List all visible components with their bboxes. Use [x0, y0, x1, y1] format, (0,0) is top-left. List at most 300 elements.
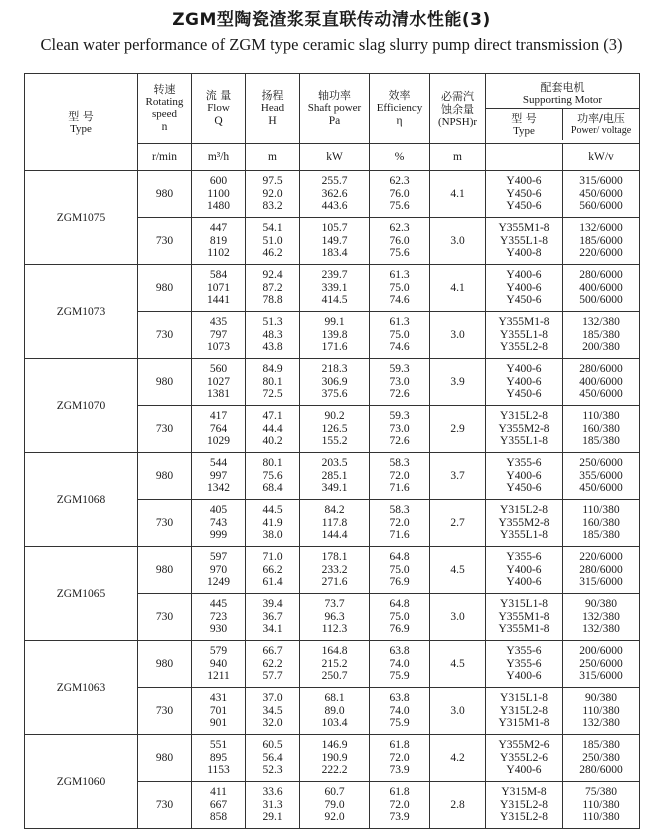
shaft-power-values-cell: [300, 594, 370, 641]
flow-values-cell: [192, 218, 246, 265]
efficiency-values: 75.0: [389, 281, 410, 294]
npsh-cell: 3.7: [430, 453, 486, 500]
motor-type-values: Y355M2-6: [498, 739, 550, 752]
motor-power-voltage-values: 355/6000: [579, 469, 623, 482]
flow-values: 600: [209, 175, 228, 188]
flow-values: 1249: [207, 576, 230, 589]
shaft-power-values: 155.2: [321, 435, 348, 448]
head-values-cell: [246, 406, 300, 453]
flow-values: 551: [209, 739, 228, 752]
motor-type-values: Y355M2-8: [498, 516, 550, 529]
header-head: 扬程 Head H: [246, 74, 300, 144]
efficiency-values: 76.0: [389, 234, 410, 247]
head-values: 84.9: [262, 363, 283, 376]
motor-type-values: Y355-6: [506, 645, 542, 658]
head-values-cell: [246, 312, 300, 359]
motor-power-voltage-values: 450/6000: [579, 388, 623, 401]
model-name-cell: ZGM1068: [25, 453, 138, 547]
motor-type-values: Y400-6: [506, 363, 542, 376]
motor-power-voltage-values: 220/6000: [579, 247, 623, 260]
motor-power-voltage-values-cell: [563, 594, 640, 641]
flow-values: 858: [209, 811, 228, 824]
npsh-cell: 3.0: [430, 594, 486, 641]
efficiency-values: 75.0: [389, 610, 410, 623]
efficiency-values: 74.6: [389, 341, 410, 354]
shaft-power-values: 178.1: [321, 551, 348, 564]
flow-values: 819: [209, 234, 228, 247]
efficiency-values-cell: [370, 359, 430, 406]
efficiency-values: 75.9: [389, 670, 410, 683]
motor-type-values-cell: [486, 453, 563, 500]
head-values-cell: [246, 735, 300, 782]
head-values: 52.3: [262, 764, 283, 777]
efficiency-values: 71.6: [389, 482, 410, 495]
head-values: 87.2: [262, 281, 283, 294]
speed-cell: 730: [138, 500, 192, 547]
shaft-power-values: 233.2: [321, 563, 348, 576]
flow-values-cell: [192, 406, 246, 453]
efficiency-values: 73.0: [389, 422, 410, 435]
motor-type-values: Y400-6: [506, 281, 542, 294]
efficiency-values: 76.9: [389, 623, 410, 636]
motor-power-voltage-values: 110/380: [582, 798, 620, 811]
motor-type-values: Y315L2-8: [500, 704, 548, 717]
motor-power-voltage-values: 500/6000: [579, 294, 623, 307]
model-name-cell: ZGM1075: [25, 171, 138, 265]
shaft-power-values: 146.9: [321, 739, 348, 752]
table-row: [25, 547, 640, 594]
shaft-power-values: 171.6: [321, 341, 348, 354]
efficiency-values-cell: [370, 547, 430, 594]
head-values: 78.8: [262, 294, 283, 307]
motor-type-values-cell: [486, 782, 563, 829]
model-name-cell: ZGM1070: [25, 359, 138, 453]
head-values: 92.4: [262, 269, 283, 282]
shaft-power-values: 222.2: [321, 764, 348, 777]
motor-type-values: Y355-6: [506, 657, 542, 670]
header-motor-type: 型 号 Type: [511, 112, 537, 137]
efficiency-values-cell: [370, 453, 430, 500]
head-values: 32.0: [262, 717, 283, 730]
motor-type-values: Y355L2-8: [500, 341, 548, 354]
efficiency-values: 72.0: [389, 751, 410, 764]
motor-type-values-cell: [486, 547, 563, 594]
motor-power-voltage-values: 280/6000: [579, 269, 623, 282]
shaft-power-values: 443.6: [321, 200, 348, 213]
speed-cell: 980: [138, 735, 192, 782]
efficiency-values: 59.3: [389, 410, 410, 423]
head-values: 38.0: [262, 529, 283, 542]
unit-npsh: m: [430, 144, 486, 171]
motor-type-values: Y400-6: [506, 563, 542, 576]
head-values: 34.5: [262, 704, 283, 717]
motor-power-voltage-values: 400/6000: [579, 281, 623, 294]
speed-cell: 980: [138, 171, 192, 218]
flow-values: 723: [209, 610, 228, 623]
motor-power-voltage-values: 185/380: [582, 435, 620, 448]
efficiency-values: 72.0: [389, 798, 410, 811]
efficiency-values: 75.0: [389, 563, 410, 576]
performance-table: [24, 73, 640, 829]
efficiency-values-cell: [370, 312, 430, 359]
motor-power-voltage-values: 132/380: [582, 316, 620, 329]
npsh-cell: 3.9: [430, 359, 486, 406]
motor-power-voltage-values: 200/6000: [579, 645, 623, 658]
head-values: 34.1: [262, 623, 283, 636]
flow-values-cell: [192, 594, 246, 641]
motor-power-voltage-values: 185/380: [582, 529, 620, 542]
shaft-power-values: 60.7: [324, 786, 345, 799]
motor-type-values: Y355L1-8: [500, 435, 548, 448]
head-values: 71.0: [262, 551, 283, 564]
efficiency-values: 75.6: [389, 247, 410, 260]
flow-values: 584: [209, 269, 228, 282]
head-values: 40.2: [262, 435, 283, 448]
motor-power-voltage-values: 132/380: [582, 610, 620, 623]
speed-cell: 980: [138, 453, 192, 500]
motor-type-values: Y400-6: [506, 375, 542, 388]
shaft-power-values-cell: [300, 218, 370, 265]
efficiency-values: 64.8: [389, 551, 410, 564]
speed-cell: 980: [138, 265, 192, 312]
model-name-cell: ZGM1073: [25, 265, 138, 359]
motor-power-voltage-values: 75/380: [585, 786, 617, 799]
header-npsh: 必需汽 蚀余量 (NPSH)r: [430, 74, 486, 144]
efficiency-values: 63.8: [389, 645, 410, 658]
head-values: 72.5: [262, 388, 283, 401]
motor-type-values-cell: [486, 641, 563, 688]
head-values: 54.1: [262, 222, 283, 235]
flow-values: 667: [209, 798, 228, 811]
flow-values: 431: [209, 692, 228, 705]
shaft-power-values: 203.5: [321, 457, 348, 470]
efficiency-values: 73.9: [389, 764, 410, 777]
efficiency-values: 74.0: [389, 657, 410, 670]
motor-type-values: Y355L1-8: [500, 234, 548, 247]
efficiency-values: 76.0: [389, 187, 410, 200]
flow-values-cell: [192, 782, 246, 829]
motor-power-voltage-values: 110/380: [582, 811, 620, 824]
efficiency-values: 74.6: [389, 294, 410, 307]
flow-values-cell: [192, 453, 246, 500]
flow-values: 447: [209, 222, 228, 235]
head-values-cell: [246, 782, 300, 829]
header-flow: 流 量 Flow Q: [192, 74, 246, 144]
motor-power-voltage-values: 280/6000: [579, 563, 623, 576]
efficiency-values: 62.3: [389, 175, 410, 188]
motor-type-values: Y315L1-8: [500, 598, 548, 611]
shaft-power-values: 68.1: [324, 692, 345, 705]
shaft-power-values-cell: [300, 453, 370, 500]
npsh-cell: 4.2: [430, 735, 486, 782]
motor-type-values: Y400-8: [506, 247, 542, 260]
motor-power-voltage-values: 450/6000: [579, 187, 623, 200]
motor-power-voltage-values: 185/6000: [579, 234, 623, 247]
unit-flow: m³/h: [192, 144, 246, 171]
flow-values: 1342: [207, 482, 230, 495]
efficiency-values: 75.9: [389, 717, 410, 730]
efficiency-values: 76.9: [389, 576, 410, 589]
head-values: 37.0: [262, 692, 283, 705]
head-values: 92.0: [262, 187, 283, 200]
motor-type-values-cell: [486, 594, 563, 641]
motor-power-voltage-values-cell: [563, 782, 640, 829]
flow-values-cell: [192, 359, 246, 406]
flow-values: 560: [209, 363, 228, 376]
flow-values: 1100: [207, 187, 230, 200]
motor-type-values: Y315L1-8: [500, 692, 548, 705]
flow-values: 544: [209, 457, 228, 470]
motor-type-values: Y315M1-8: [498, 717, 550, 730]
shaft-power-values: 99.1: [324, 316, 345, 329]
motor-power-voltage-values-cell: [563, 688, 640, 735]
speed-cell: 730: [138, 406, 192, 453]
page-title-cn: ZGM型陶瓷渣浆泵直联传动清水性能(3): [172, 10, 491, 30]
head-values: 43.8: [262, 341, 283, 354]
table-row: [25, 265, 640, 312]
head-values: 48.3: [262, 328, 283, 341]
efficiency-values-cell: [370, 688, 430, 735]
shaft-power-values-cell: [300, 688, 370, 735]
shaft-power-values: 250.7: [321, 670, 348, 683]
motor-power-voltage-values: 315/6000: [579, 175, 623, 188]
head-values: 41.9: [262, 516, 283, 529]
shaft-power-values: 89.0: [324, 704, 345, 717]
shaft-power-values: 103.4: [321, 717, 348, 730]
efficiency-values: 59.3: [389, 363, 410, 376]
motor-power-voltage-values: 160/380: [582, 422, 620, 435]
motor-power-voltage-values: 315/6000: [579, 670, 623, 683]
motor-type-values: Y400-6: [506, 175, 542, 188]
efficiency-values-cell: [370, 218, 430, 265]
motor-power-voltage-values: 250/6000: [579, 657, 623, 670]
motor-power-voltage-values-cell: [563, 265, 640, 312]
npsh-cell: 4.5: [430, 547, 486, 594]
motor-type-values-cell: [486, 688, 563, 735]
motor-power-voltage-values-cell: [563, 641, 640, 688]
flow-values-cell: [192, 312, 246, 359]
efficiency-values-cell: [370, 500, 430, 547]
speed-cell: 730: [138, 594, 192, 641]
motor-power-voltage-values-cell: [563, 735, 640, 782]
npsh-cell: 2.7: [430, 500, 486, 547]
npsh-cell: 4.1: [430, 265, 486, 312]
motor-type-values: Y450-6: [506, 200, 542, 213]
npsh-cell: 3.0: [430, 218, 486, 265]
flow-values: 1480: [207, 200, 230, 213]
shaft-power-values: 183.4: [321, 247, 348, 260]
efficiency-values-cell: [370, 265, 430, 312]
motor-type-values-cell: [486, 500, 563, 547]
shaft-power-values: 255.7: [321, 175, 348, 188]
head-values: 51.3: [262, 316, 283, 329]
head-values-cell: [246, 171, 300, 218]
motor-type-values: Y355M2-8: [498, 422, 550, 435]
motor-type-values: Y355M1-8: [498, 222, 550, 235]
efficiency-values: 72.0: [389, 516, 410, 529]
flow-values-cell: [192, 265, 246, 312]
motor-type-values: Y355M1-8: [498, 610, 550, 623]
head-values: 66.2: [262, 563, 283, 576]
flow-values: 435: [209, 316, 228, 329]
efficiency-values: 61.3: [389, 269, 410, 282]
motor-power-voltage-values: 132/6000: [579, 222, 623, 235]
shaft-power-values: 349.1: [321, 482, 348, 495]
motor-power-voltage-values: 132/380: [582, 717, 620, 730]
flow-values: 1211: [207, 670, 230, 683]
motor-power-voltage-values: 450/6000: [579, 482, 623, 495]
shaft-power-values: 362.6: [321, 187, 348, 200]
efficiency-values: 63.8: [389, 692, 410, 705]
flow-values: 405: [209, 504, 228, 517]
efficiency-values: 61.8: [389, 739, 410, 752]
shaft-power-values-cell: [300, 547, 370, 594]
header-motor-power-voltage: 功率/电压 Power/ voltage: [562, 109, 639, 140]
shaft-power-values: 79.0: [324, 798, 345, 811]
shaft-power-values: 218.3: [321, 363, 348, 376]
head-values-cell: [246, 641, 300, 688]
header-model: 型 号 Type: [25, 74, 138, 171]
model-name-cell: ZGM1065: [25, 547, 138, 641]
flow-values-cell: [192, 547, 246, 594]
shaft-power-values: 414.5: [321, 294, 348, 307]
flow-values: 1153: [207, 764, 230, 777]
motor-type-values: Y315L2-8: [500, 504, 548, 517]
efficiency-values: 58.3: [389, 504, 410, 517]
motor-type-values: Y315L2-8: [500, 811, 548, 824]
motor-power-voltage-values: 185/380: [582, 328, 620, 341]
flow-values: 764: [209, 422, 228, 435]
shaft-power-values: 96.3: [324, 610, 345, 623]
motor-type-values: Y355L2-6: [500, 751, 548, 764]
header-efficiency: 效率 Efficiency η: [370, 74, 430, 144]
head-values: 31.3: [262, 798, 283, 811]
motor-type-values-cell: [486, 312, 563, 359]
motor-power-voltage-values: 110/380: [582, 504, 620, 517]
shaft-power-values-cell: [300, 171, 370, 218]
npsh-cell: 3.0: [430, 688, 486, 735]
speed-cell: 730: [138, 312, 192, 359]
motor-type-values: Y400-6: [506, 764, 542, 777]
shaft-power-values: 285.1: [321, 469, 348, 482]
motor-power-voltage-values: 185/380: [582, 739, 620, 752]
npsh-cell: 2.8: [430, 782, 486, 829]
efficiency-values: 73.9: [389, 811, 410, 824]
motor-type-values: Y355-6: [506, 551, 542, 564]
head-values: 61.4: [262, 576, 283, 589]
efficiency-values-cell: [370, 782, 430, 829]
flow-values-cell: [192, 171, 246, 218]
table-body: [25, 171, 640, 829]
efficiency-values: 75.6: [389, 200, 410, 213]
head-values: 97.5: [262, 175, 283, 188]
flow-values: 1441: [207, 294, 230, 307]
flow-values: 579: [209, 645, 228, 658]
shaft-power-values-cell: [300, 312, 370, 359]
shaft-power-values: 239.7: [321, 269, 348, 282]
motor-power-voltage-values: 90/380: [585, 598, 617, 611]
shaft-power-values-cell: [300, 782, 370, 829]
flow-values: 1071: [207, 281, 230, 294]
head-values-cell: [246, 547, 300, 594]
flow-values: 1029: [207, 435, 230, 448]
motor-power-voltage-values: 200/380: [582, 341, 620, 354]
motor-type-values-cell: [486, 359, 563, 406]
flow-values: 1073: [207, 341, 230, 354]
npsh-cell: 4.5: [430, 641, 486, 688]
motor-power-voltage-values: 110/380: [582, 704, 620, 717]
shaft-power-values: 375.6: [321, 388, 348, 401]
shaft-power-values: 84.2: [324, 504, 345, 517]
head-values: 80.1: [262, 375, 283, 388]
efficiency-values: 72.6: [389, 388, 410, 401]
table-row: [25, 735, 640, 782]
motor-type-values-cell: [486, 735, 563, 782]
motor-type-values: Y400-6: [506, 576, 542, 589]
motor-type-values: Y400-6: [506, 269, 542, 282]
head-values-cell: [246, 688, 300, 735]
model-name-cell: ZGM1063: [25, 641, 138, 735]
flow-values: 743: [209, 516, 228, 529]
head-values: 33.6: [262, 786, 283, 799]
motor-type-values: Y355M1-8: [498, 623, 550, 636]
header-speed: 转速 Rotating speed n: [138, 74, 192, 144]
head-values-cell: [246, 453, 300, 500]
motor-power-voltage-values: 280/6000: [579, 764, 623, 777]
head-values-cell: [246, 265, 300, 312]
motor-type-values: Y355L1-8: [500, 328, 548, 341]
npsh-cell: 4.1: [430, 171, 486, 218]
efficiency-values: 72.0: [389, 469, 410, 482]
flow-values: 901: [209, 717, 228, 730]
head-values: 56.4: [262, 751, 283, 764]
motor-type-values: Y355-6: [506, 457, 542, 470]
npsh-cell: 2.9: [430, 406, 486, 453]
head-values-cell: [246, 359, 300, 406]
head-values: 57.7: [262, 670, 283, 683]
head-values: 36.7: [262, 610, 283, 623]
motor-type-values: Y450-6: [506, 482, 542, 495]
shaft-power-values-cell: [300, 735, 370, 782]
head-values: 68.4: [262, 482, 283, 495]
motor-type-values: Y315L2-8: [500, 410, 548, 423]
flow-values: 411: [210, 786, 227, 799]
head-values: 47.1: [262, 410, 283, 423]
model-name-cell: ZGM1060: [25, 735, 138, 829]
motor-power-voltage-values: 110/380: [582, 410, 620, 423]
flow-values: 997: [209, 469, 228, 482]
motor-power-voltage-values-cell: [563, 547, 640, 594]
efficiency-values-cell: [370, 641, 430, 688]
flow-values: 930: [209, 623, 228, 636]
flow-values: 597: [209, 551, 228, 564]
motor-power-voltage-values-cell: [563, 171, 640, 218]
shaft-power-values-cell: [300, 265, 370, 312]
efficiency-values: 74.0: [389, 704, 410, 717]
head-values: 83.2: [262, 200, 283, 213]
motor-type-values: Y355L1-8: [500, 529, 548, 542]
speed-cell: 730: [138, 782, 192, 829]
shaft-power-values: 190.9: [321, 751, 348, 764]
header-shaft-power: 轴功率 Shaft power Pa: [300, 74, 370, 144]
efficiency-values: 58.3: [389, 457, 410, 470]
head-values: 39.4: [262, 598, 283, 611]
flow-values: 445: [209, 598, 228, 611]
header-row: [25, 74, 640, 144]
shaft-power-values: 215.2: [321, 657, 348, 670]
motor-type-values: Y450-6: [506, 294, 542, 307]
unit-motor-pv: kW/v: [563, 144, 640, 171]
